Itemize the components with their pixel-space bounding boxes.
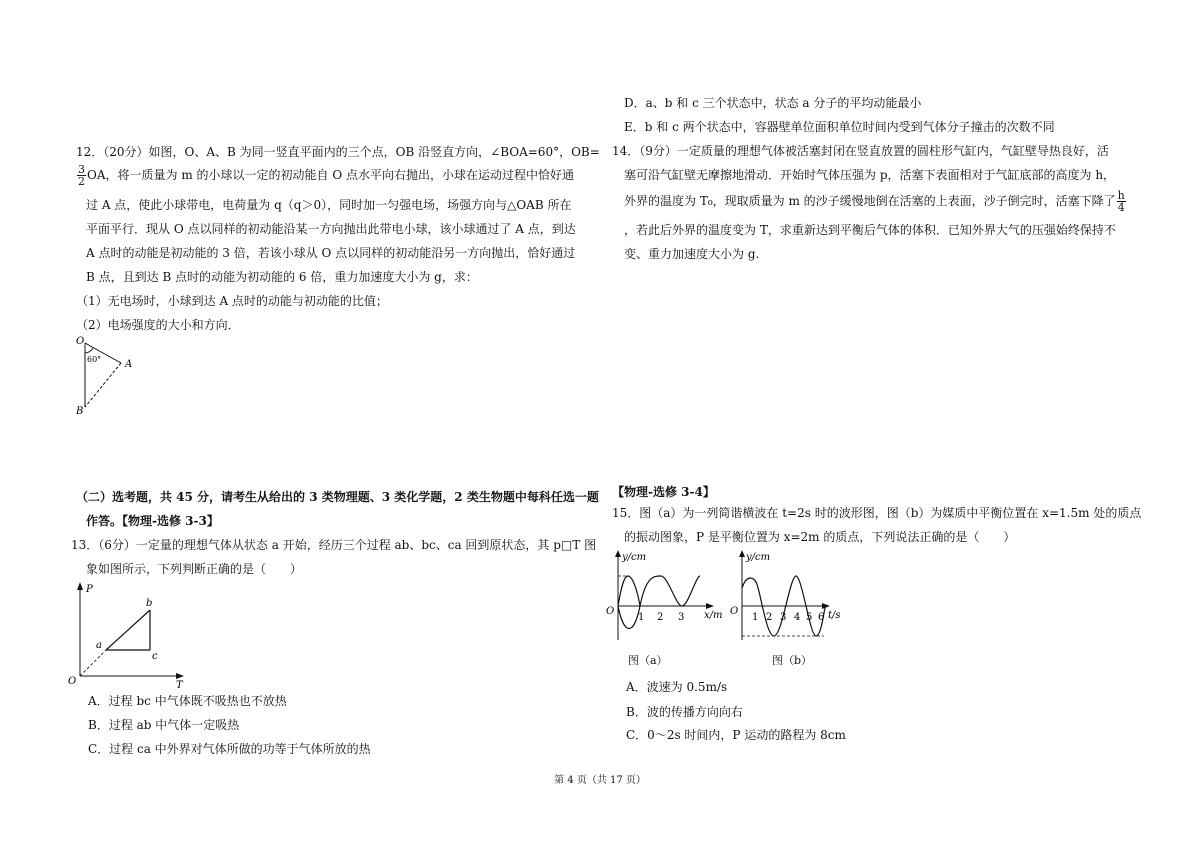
- wave-b-caption: 图（b）: [772, 654, 813, 667]
- q12-line4: 平面平行．现从 O 点以同样的初动能沿某一方向抛出此带电小球，该小球通过了 A 点，到达: [86, 222, 576, 236]
- q12-frac-num: 3: [78, 163, 85, 176]
- q13-line1: 13．（6分）一定量的理想气体从状态 a 开始，经历三个过程 ab、bc、ca 回到原状态，其 p□T 图: [71, 538, 597, 552]
- wave-graph-a: [604, 548, 730, 648]
- wave-b-tick-1: 1: [752, 612, 759, 623]
- q13-option-d: D．a、b 和 c 三个状态中，状态 a 分子的平均动能最小: [624, 96, 922, 110]
- pt-diagram: [68, 580, 188, 690]
- q15-option-a: A．波速为 0.5m/s: [626, 680, 728, 694]
- q14-line3-text: 外界的温度为 T₀，现取质量为 m 的沙子缓慢地倒在活塞的上表面，沙子倒完时，活塞下降了: [624, 194, 1116, 208]
- wave-a-tick-2: 2: [657, 612, 664, 623]
- q15-option-b: B．波的传播方向向右: [626, 705, 743, 719]
- q13-option-a: A．过程 bc 中气体既不吸热也不放热: [88, 694, 287, 708]
- q12-sub2: （2）电场强度的大小和方向．: [76, 318, 240, 332]
- fig12-label-b: B: [76, 406, 84, 417]
- q13-option-b: B．过程 ab 中气体一定吸热: [88, 718, 240, 732]
- q12-line1: 12．（20分）如图，O、A、B 为同一竖直平面内的三个点，OB 沿竖直方向，∠BOA=60°，OB=: [76, 145, 600, 159]
- wave-a-ylabel: y/cm: [622, 552, 647, 563]
- q14-frac-num: h: [1117, 189, 1125, 202]
- fig12-label-a: A: [125, 359, 133, 370]
- q15-option-c: C．0～2s 时间内，P 运动的路程为 8cm: [626, 728, 846, 742]
- q12-line5: A 点时的动能是初动能的 3 倍，若该小球从 O 点以同样的初动能沿另一方向抛出，恰好通过: [86, 246, 576, 260]
- wave-a-tick-1: 1: [638, 612, 645, 623]
- q15-line2: 的振动图象，P 是平衡位置为 x=2m 的质点，下列说法正确的是（ ）: [624, 530, 1016, 544]
- wave-a-origin: O: [606, 606, 615, 617]
- section3-title: 【物理-选修 3-4】: [612, 485, 715, 499]
- q12-line3: 过 A 点，使此小球带电，电荷量为 q（q＞0），同时加一匀强电场，场强方向与△OAB 所在: [86, 198, 572, 212]
- q14-line5: 变、重力加速度大小为 g.: [624, 247, 760, 261]
- q14-line1: 14．（9分）一定质量的理想气体被活塞封闭在竖直放置的圆柱形气缸内，气缸壁导热良好，活: [612, 144, 1109, 158]
- q14-line4: ，若此后外界的温度变为 T，求重新达到平衡后气体的体积．已知外界大气的压强始终保持不: [624, 223, 1116, 237]
- q14-frac-den: 4: [1117, 201, 1125, 214]
- triangle-figure: [76, 334, 156, 418]
- q12-line2-text: OA，将一质量为 m 的小球以一定的初动能自 O 点水平向右抛出，小球在运动过程中恰好通: [87, 168, 574, 182]
- fig12-label-o: O: [76, 336, 85, 347]
- fig13-label-o: O: [68, 676, 77, 687]
- q12-frac-den: 2: [78, 175, 85, 188]
- fig12-label-angle: 60°: [87, 355, 102, 364]
- wave-b-xlabel: t/s: [828, 610, 841, 621]
- q13-option-e: E．b 和 c 两个状态中，容器壁单位面积单位时间内受到气体分子撞击的次数不同: [624, 120, 1055, 134]
- wave-b-ylabel: y/cm: [746, 552, 771, 563]
- fig13-label-b: b: [146, 598, 153, 609]
- wave-b-tick-5: 5: [806, 612, 813, 623]
- q13-line2: 象如图所示，下列判断正确的是（ ）: [86, 562, 303, 576]
- q14-line3: [624, 190, 1127, 213]
- fig13-label-a: a: [96, 640, 102, 651]
- section2-line2: 作答。【物理-选修 3-3】: [86, 514, 219, 528]
- wave-a-caption: 图（a）: [628, 654, 668, 667]
- page-footer: 第 4 页（共 17 页）: [554, 775, 646, 786]
- wave-b-tick-2: 2: [766, 612, 773, 623]
- q12-sub1: （1）无电场时，小球到达 A 点时的动能与初动能的比值；: [76, 294, 388, 308]
- q12-fraction: [77, 164, 86, 187]
- fig13-label-p: P: [86, 584, 93, 595]
- q14-fraction: [1117, 190, 1126, 213]
- q15-line1: 15．图（a）为一列简谐横波在 t=2s 时的波形图，图（b）为媒质中平衡位置在 x=1.5m 处的质点: [612, 506, 1142, 520]
- fig13-label-t: T: [176, 680, 183, 690]
- wave-a-xlabel: x/m: [704, 610, 723, 621]
- fig13-label-c: c: [152, 651, 158, 662]
- q13-option-c: C．过程 ca 中外界对气体所做的功等于气体所放的热: [88, 742, 371, 756]
- section2-line1: （二）选考题，共 45 分，请考生从给出的 3 类物理题、3 类化学题，2 类生物题中每科任选一题: [76, 490, 599, 504]
- wave-b-tick-4: 4: [794, 612, 801, 623]
- q12-line2: [76, 164, 574, 187]
- vibration-graph-b: [730, 548, 848, 648]
- wave-b-origin: O: [730, 606, 739, 617]
- wave-b-tick-6: 6: [818, 612, 825, 623]
- wave-a-tick-3: 3: [678, 612, 685, 623]
- q14-line2: 塞可沿气缸壁无摩擦地滑动．开始时气体压强为 p，活塞下表面相对于气缸底部的高度为 h，: [624, 168, 1116, 182]
- wave-b-tick-3: 3: [780, 612, 787, 623]
- q12-line6: B 点，且到达 B 点时的动能为初动能的 6 倍，重力加速度大小为 g，求：: [86, 270, 478, 284]
